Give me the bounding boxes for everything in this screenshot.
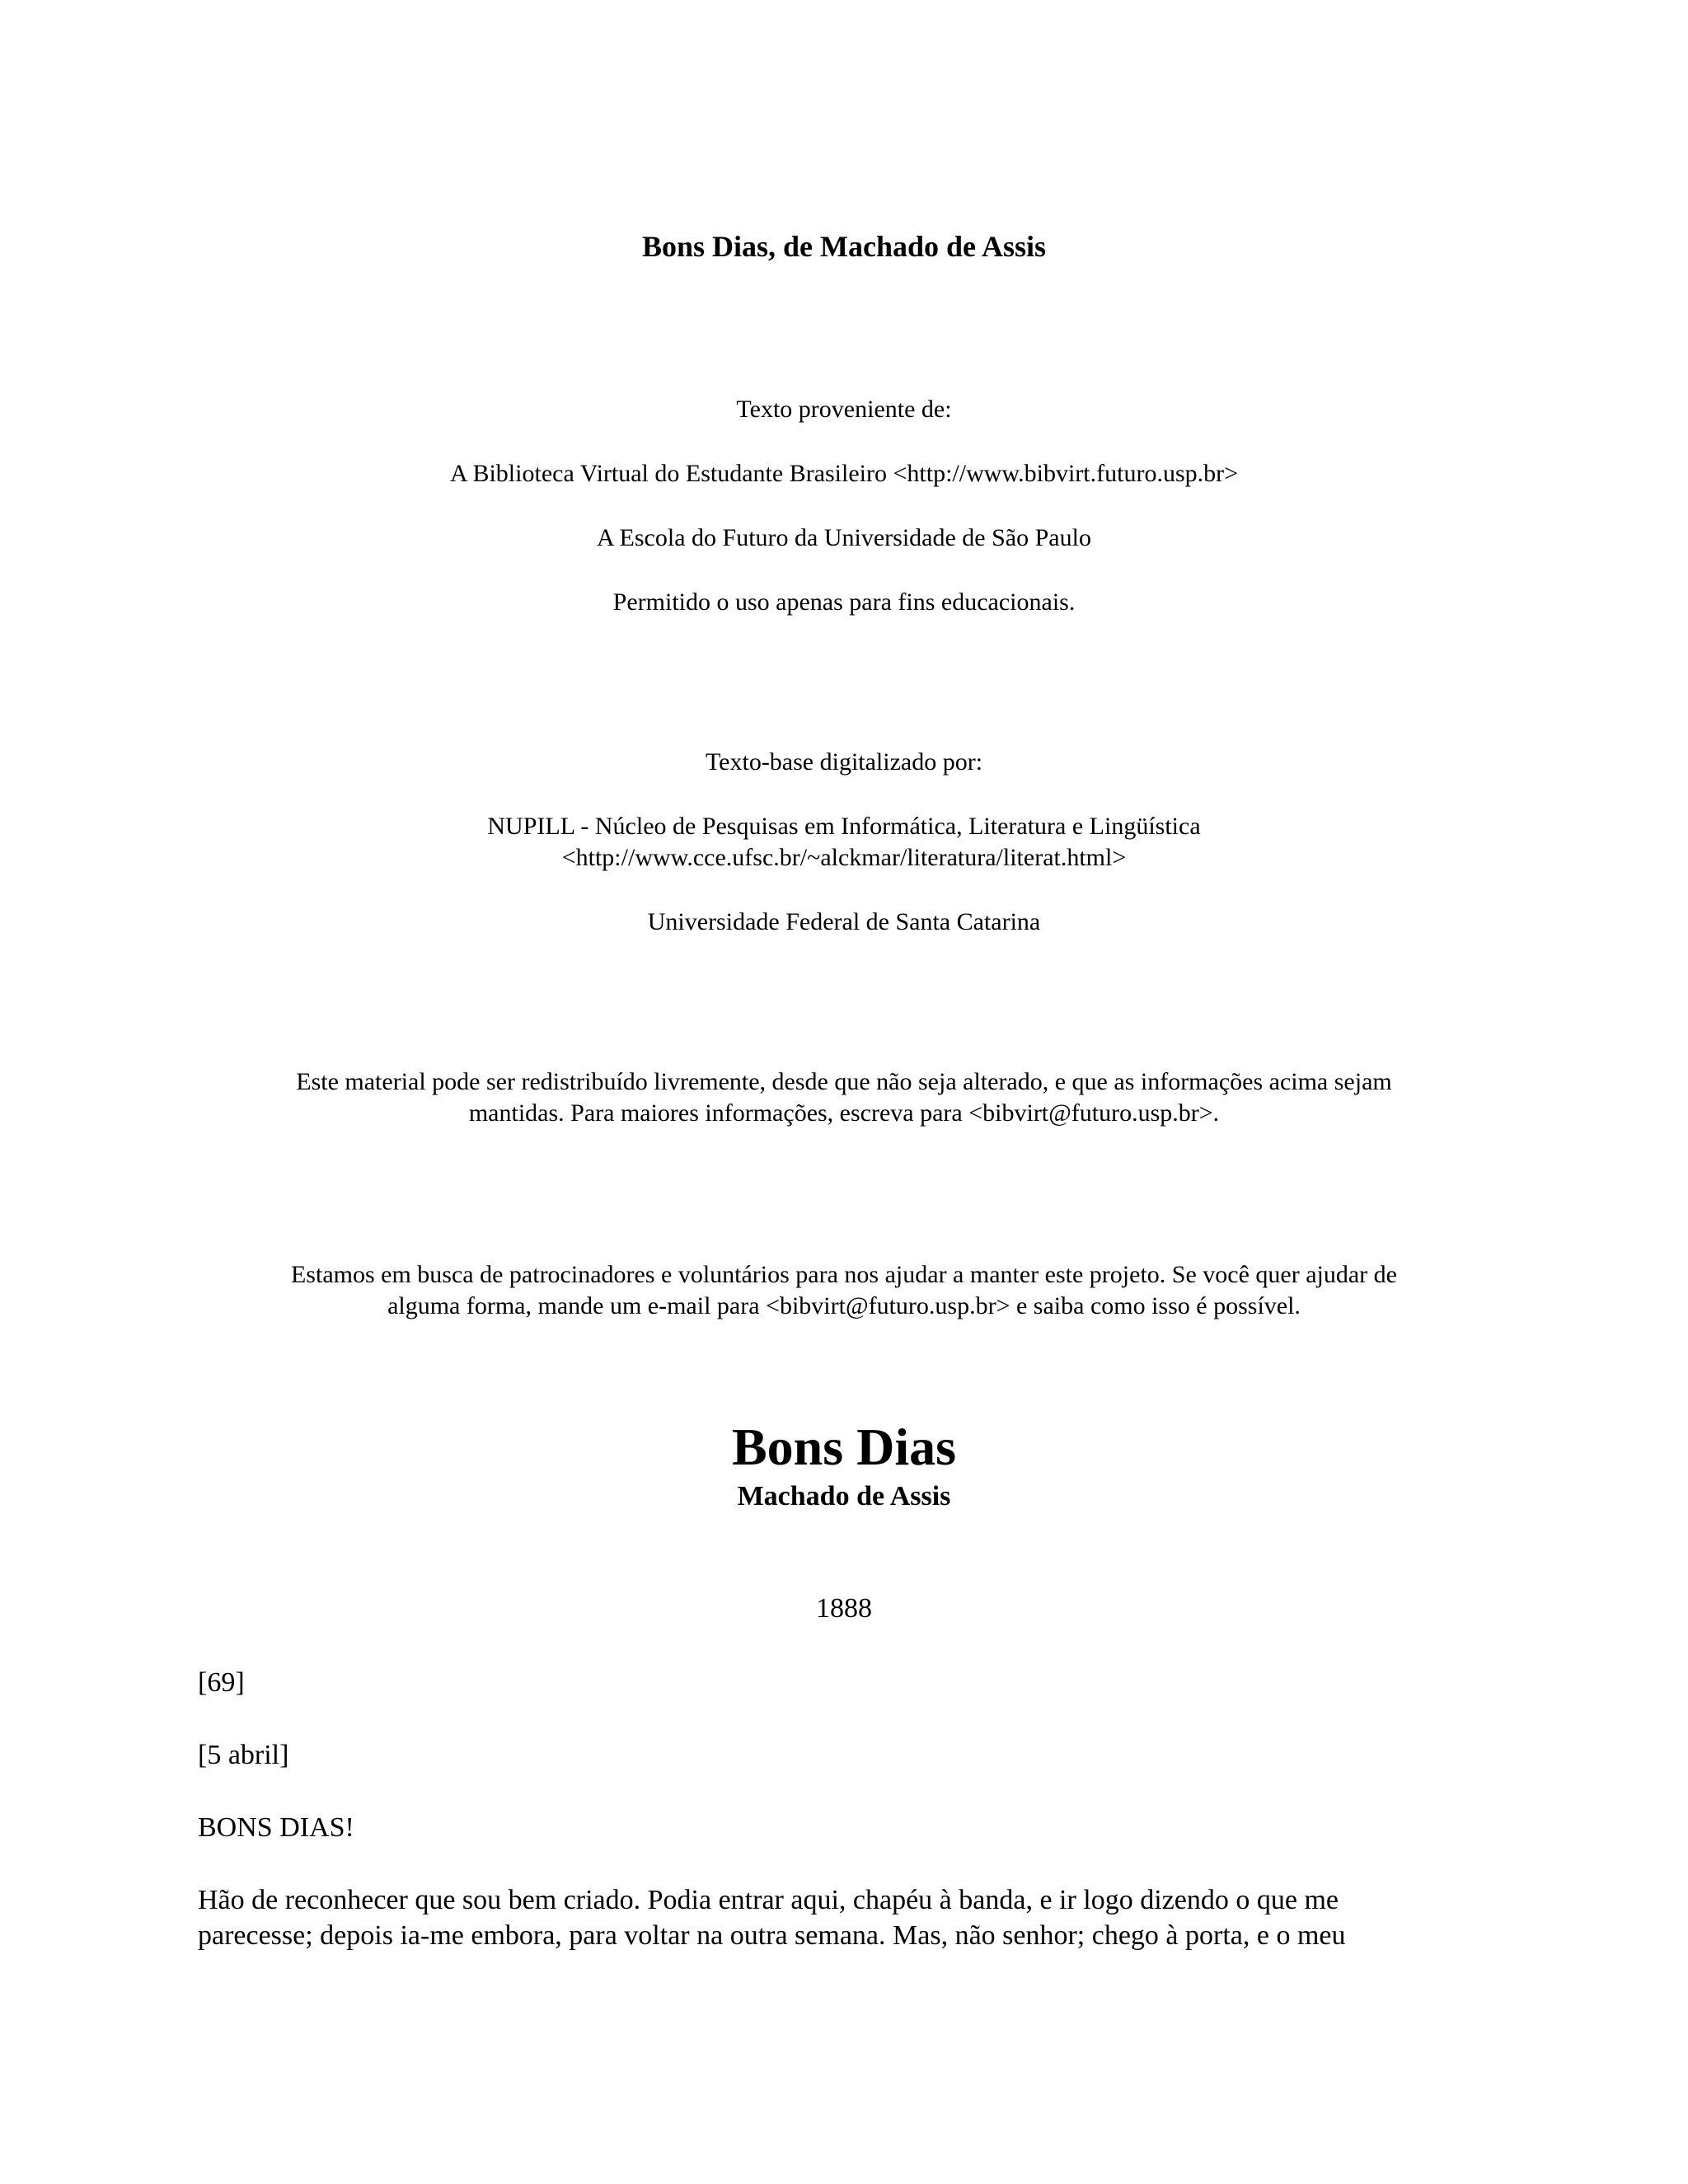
- digitized-university: Universidade Federal de Santa Catarina: [647, 908, 1041, 935]
- license-line-2: mantidas. Para maiores informações, escreva para <bibvirt@futuro.usp.br>.: [468, 1099, 1220, 1127]
- source-permission: Permitido o uso apenas para fins educacionais.: [612, 588, 1076, 616]
- book-author: Machado de Assis: [737, 1481, 951, 1511]
- source-school: A Escola do Futuro da Universidade de São Paulo: [597, 524, 1091, 551]
- digitized-org: NUPILL - Núcleo de Pesquisas em Informática, Literatura e Lingüística: [487, 813, 1201, 840]
- chronicle-date: [5 abril]: [198, 1740, 289, 1770]
- license-line-1: Este material pode ser redistribuído livremente, desde que não seja alterado, e que as informações acima sejam: [296, 1068, 1392, 1095]
- source-library: A Biblioteca Virtual do Estudante Brasileiro <http://www.bibvirt.futuro.usp.br>: [449, 460, 1239, 487]
- book-year: 1888: [816, 1593, 872, 1624]
- digitized-url: <http://www.cce.ufsc.br/~alckmar/literatura/literat.html>: [561, 844, 1127, 871]
- digitized-label: Texto-base digitalizado por:: [705, 748, 983, 776]
- source-label: Texto proveniente de:: [736, 396, 952, 423]
- chronicle-greeting: BONS DIAS!: [198, 1812, 354, 1843]
- chronicle-number: [69]: [198, 1667, 245, 1698]
- sponsors-line-2: alguma forma, mande um e-mail para <bibvirt@futuro.usp.br> e saiba como isso é possível.: [387, 1292, 1301, 1319]
- document-header-title: Bons Dias, de Machado de Assis: [641, 230, 1047, 263]
- chronicle-paragraph-line-2: parecesse; depois ia-me embora, para voltar na outra semana. Mas, não senhor; chego à porta, e o meu: [198, 1920, 1346, 1951]
- book-title: Bons Dias: [731, 1418, 957, 1476]
- sponsors-line-1: Estamos em busca de patrocinadores e voluntários para nos ajudar a manter este projeto. Se você quer ajudar de: [290, 1261, 1397, 1288]
- chronicle-paragraph-line-1: Hão de reconhecer que sou bem criado. Podia entrar aqui, chapéu à banda, e ir logo dizendo o que me: [198, 1885, 1339, 1915]
